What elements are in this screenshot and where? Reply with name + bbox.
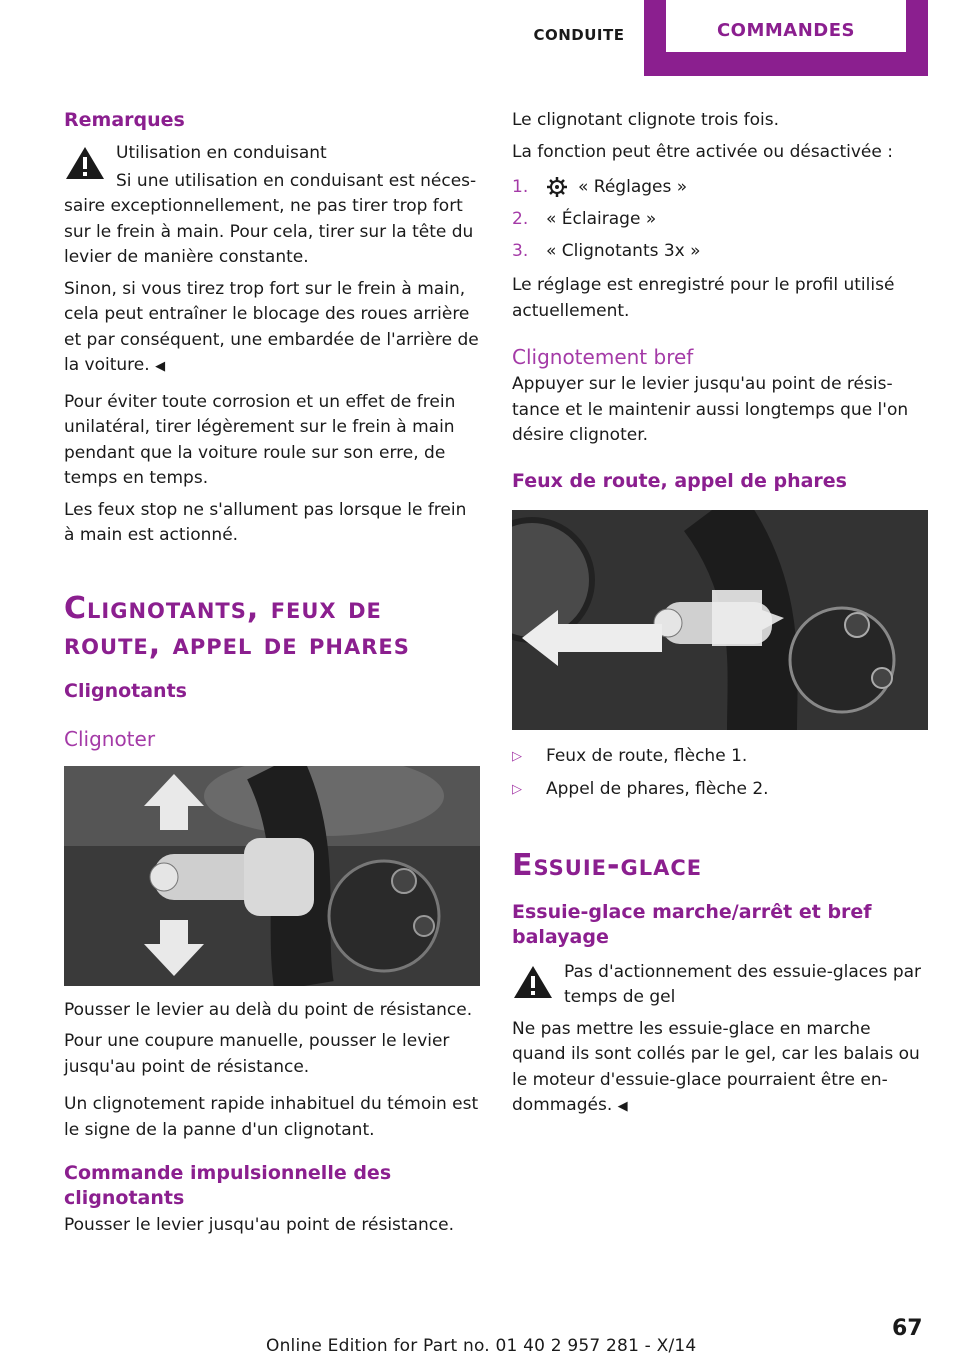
warning-text-content: Si une utilisation en conduisant est nécessaire exceptionnellement, ne pas tirer trop fort sur le frein à main. Pour cela, tirer sur la tête du levier de manière constante.	[64, 170, 477, 267]
bref-heading: Clignotement bref	[512, 345, 694, 369]
clignoter-heading: Clignoter	[64, 726, 156, 751]
feux-bullets	[512, 740, 928, 806]
essuie-heading: Essuie-glace	[512, 847, 703, 883]
list-item	[512, 235, 928, 267]
right-column	[512, 108, 928, 1126]
section-heading: Clignotants, feux de route, appel de phares	[64, 590, 410, 662]
step-text: « Clignotants 3x »	[546, 241, 701, 261]
step-number: 2.	[512, 209, 529, 229]
warning-icon	[64, 145, 106, 181]
warning-title: Utilisation en conduisant	[116, 143, 327, 163]
paragraph	[512, 1017, 928, 1120]
list-item	[512, 740, 928, 773]
paragraph: Un clignotement rapide inhabituel du témoin est le signe de la panne d'un clignotant.	[64, 1094, 479, 1140]
paragraph: Le clignotant clignote trois fois.	[512, 110, 780, 130]
end-mark: ◀	[617, 1099, 628, 1114]
feux-heading: Feux de route, appel de phares	[512, 469, 847, 492]
warning-block	[64, 141, 480, 167]
paragraph-text: Ne pas mettre les essuie-glace en marche quand ils sont collés par le gel, car les balais ou le moteur d'essuie-glace pourraient être endommagés.	[512, 1018, 920, 1115]
tab-commandes-label: COMMANDES	[666, 0, 906, 52]
clignotants-heading: Clignotants	[64, 679, 187, 702]
list-item	[512, 203, 928, 235]
end-mark: ◀	[155, 359, 166, 374]
high-beam-lever-photo	[512, 510, 928, 730]
step-number: 3.	[512, 241, 529, 261]
list-item	[512, 773, 928, 806]
essuie-sub-heading: Essuie-glace marche/arrêt et bref balayage	[512, 900, 872, 948]
bullet-text: Appel de phares, flèche 2.	[546, 778, 769, 799]
paragraph: Les feux stop ne s'allument pas lorsque le frein à main est actionné.	[64, 499, 467, 545]
remarques-heading: Remarques	[64, 109, 185, 131]
footer-text: Online Edition for Part no. 01 40 2 957 281 - X/14	[266, 1336, 697, 1356]
step-text: « Éclairage »	[546, 209, 657, 229]
left-column	[64, 108, 480, 1245]
paragraph: Pour une coupure manuelle, pousser le levier jusqu'au point de résistance.	[64, 1031, 450, 1077]
bullet-triangle: ▷	[512, 781, 522, 797]
paragraph	[64, 277, 480, 380]
impulsion-heading: Commande impulsionnelle des clignotants	[64, 1162, 392, 1209]
paragraph: Le réglage est enregistré pour le profil utilisé actuellement.	[512, 275, 895, 321]
warning-text	[64, 169, 480, 271]
warning-title: Pas d'actionnement des essuie-glaces par temps de gel	[564, 961, 922, 1007]
paragraph: Pousser le levier au delà du point de résistance.	[64, 999, 473, 1020]
page-number: 67	[892, 1316, 923, 1341]
warning-block	[512, 960, 928, 1011]
list-item	[512, 171, 928, 203]
tab-conduite[interactable]: CONDUITE	[514, 0, 644, 62]
bullet-triangle: ▷	[512, 748, 522, 764]
bullet-text: Feux de route, flèche 1.	[546, 745, 748, 766]
paragraph: Pour éviter toute corrosion et un effet de frein unilatéral, tirer légèrement sur le frein à main pendant que la voiture roule sur son erre, de temps en temps.	[64, 391, 456, 488]
paragraph-text: Sinon, si vous tirez trop fort sur le frein à main, cela peut entraîner le blocage des roues arrière et par conséquent, une embardée de l'arrière de la voiture.	[64, 278, 479, 375]
paragraph: La fonction peut être activée ou désactivée :	[512, 141, 893, 162]
paragraph: Pousser le levier jusqu'au point de résistance.	[64, 1215, 454, 1235]
tab-commandes[interactable]	[644, 0, 928, 76]
gear-icon	[546, 176, 568, 198]
warning-icon	[512, 964, 554, 1000]
settings-steps	[512, 171, 928, 267]
step-text: « Réglages »	[578, 177, 688, 197]
paragraph: Appuyer sur le levier jusqu'au point de résistance et le maintenir aussi longtemps que l'on désire clignoter.	[512, 374, 909, 445]
turn-signal-lever-photo	[64, 766, 480, 986]
step-number: 1.	[512, 177, 529, 197]
